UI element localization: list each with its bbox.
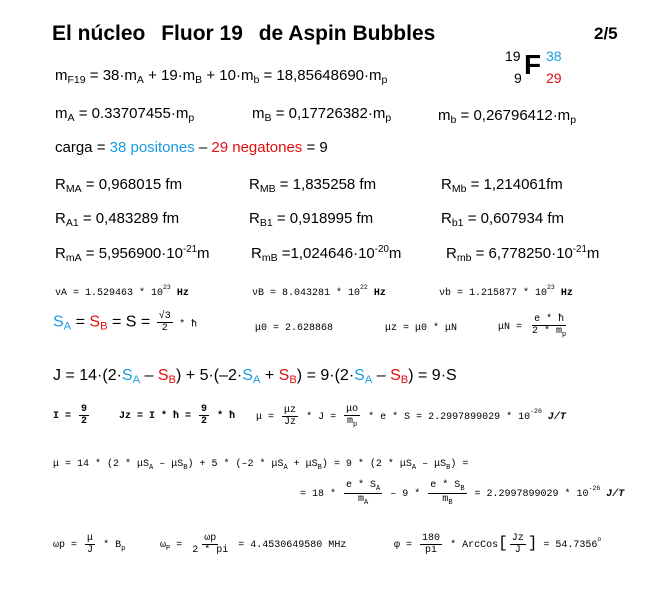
page-number: 2/5	[594, 24, 618, 43]
mass-term-b-small: + 10·m	[206, 67, 254, 84]
mun-den-text: 2 * m	[532, 326, 563, 337]
j-text1: J = 14·(2·	[53, 367, 122, 384]
i-label: I =	[53, 411, 72, 423]
radius-m-bs-exp: -21	[572, 244, 587, 255]
radius-mbs	[441, 176, 563, 195]
mass-sub-b: B	[195, 74, 203, 86]
radius-m-b-label: R	[251, 245, 262, 262]
wp-tail-sub: p	[121, 545, 126, 554]
mu-exp2-f1-num-text: e * S	[346, 480, 377, 491]
frequency-a-unit: Hz	[176, 288, 189, 299]
charge-minus: –	[198, 139, 208, 156]
wp-tail: * B	[103, 540, 122, 552]
mu0-value: μ0 = 2.628868	[255, 323, 334, 334]
radius-ma	[55, 176, 182, 195]
mass-sub-p: p	[381, 74, 388, 86]
j-sb: S	[157, 367, 169, 384]
omega-num: ωp	[204, 533, 217, 544]
mass-bs-p: p	[570, 114, 577, 126]
mu-exp-t0: μ = 14 * (2 * μS	[53, 459, 150, 470]
radius-b1-value: = 0,918995 fm	[276, 210, 374, 227]
mu-exp-b3: B	[446, 464, 451, 472]
mass-a-label: m	[55, 105, 68, 122]
j-minus2: –	[376, 367, 386, 384]
j-text2: ) + 5·(–2·	[176, 367, 243, 384]
phi-inner-fraction	[510, 533, 526, 556]
mu-exp2-f1-den-sub: A	[364, 499, 369, 507]
frequency-a	[55, 284, 189, 299]
radius-mb-sub: MB	[259, 183, 276, 195]
page-title	[52, 22, 435, 46]
spin-eq2: = S =	[111, 313, 151, 331]
j-sa3: S	[354, 367, 365, 384]
phi-degree: o	[597, 536, 602, 544]
mu-exp2-f1-num	[344, 480, 382, 494]
jz-den: 2	[201, 416, 208, 427]
radius-bs1-value: = 0,607934 fm	[467, 210, 565, 227]
radius-a1-label: R	[55, 210, 66, 227]
i-den: 2	[81, 416, 88, 427]
mun-label: μN =	[498, 322, 523, 334]
radius-ma-value: = 0,968015 fm	[85, 176, 183, 193]
frequency-b-unit: Hz	[373, 288, 386, 299]
spin-hbar: * ħ	[179, 319, 198, 331]
radius-a1-sub: A1	[65, 217, 79, 229]
spin-sa: S	[53, 313, 64, 331]
radius-m-b-unit: m	[388, 245, 402, 262]
omega-fraction	[190, 533, 230, 556]
radius-m-b	[251, 244, 401, 264]
mu-exp2-fraction-2	[428, 480, 466, 507]
mass-b	[252, 105, 391, 124]
phi-inner-num: Jz	[511, 533, 524, 544]
phi-fraction	[420, 533, 442, 556]
spin-fraction	[157, 311, 173, 334]
isotope-negatons: 29	[546, 70, 562, 86]
phi-den: pi	[425, 545, 438, 556]
radius-m-bs-sub: mb	[456, 252, 472, 264]
wp-den: J	[87, 545, 94, 556]
spin-eq1: =	[75, 313, 85, 331]
mu-fraction-2	[344, 404, 360, 429]
mass-sub-b-small: b	[253, 74, 260, 86]
i-fraction	[79, 404, 89, 427]
mass-a-value: = 0.33707455·m	[78, 105, 189, 122]
radius-ma-label: R	[55, 176, 66, 193]
mu-den1: Jz	[284, 417, 297, 428]
omega-label: ω	[160, 540, 167, 552]
radius-m-b-value: =1,024646·10	[281, 245, 375, 262]
isotope-symbol: F	[524, 49, 542, 80]
phi-definition: φ = $\frac{180}{pi}$ * ArcCos[ $\frac{Jz}{J}$ ] = $54.7356^o$	[394, 533, 602, 556]
isotope-positons: 38	[546, 48, 562, 64]
jz-definition	[119, 404, 235, 427]
mass-a-sub: A	[67, 112, 75, 124]
mass-lhs-sub: F19	[67, 74, 86, 86]
radius-m-a-unit: m	[197, 245, 210, 262]
mu-exp-a3: A	[411, 464, 417, 472]
mass-lhs: m	[55, 67, 68, 84]
radius-m-a-value: = 5,956900·10	[85, 245, 183, 262]
radius-mb	[249, 176, 376, 195]
frequency-bs-value: νb = 1.215877 * 10	[439, 288, 548, 299]
mu-expansion-line-1	[53, 459, 468, 472]
omega-definition	[160, 533, 346, 556]
radius-m-b-exp: -20	[374, 244, 389, 255]
phi-result: = 54.7356	[543, 540, 598, 552]
mu-exp-b2: B	[317, 464, 322, 472]
isotope-atomic-number: 9	[514, 70, 522, 86]
radius-mbs-value: = 1,214061fm	[470, 176, 563, 193]
charge-line	[55, 139, 328, 156]
spin-sqrt: √3	[158, 311, 171, 322]
mass-b-value: = 0,17726382·m	[275, 105, 386, 122]
frequency-a-value: νA = 1.529463 * 10	[55, 288, 164, 299]
omega-result: = 4.4530649580 MHz	[238, 540, 347, 552]
j-minus1: –	[144, 367, 154, 384]
spin-den: 2	[161, 323, 168, 334]
radius-m-a-exp: -21	[182, 244, 198, 255]
mu-exp-t5: – μS	[416, 459, 447, 470]
radius-mb-value: = 1,835258 fm	[279, 176, 377, 193]
j-equation	[53, 367, 457, 386]
mu-exp2-mid: – 9 *	[390, 489, 421, 501]
phi-label: φ =	[394, 540, 413, 552]
mu-exp2-f2-num-text: e * S	[430, 480, 461, 491]
mu-den2	[345, 416, 359, 429]
frequency-b-value: νB = 8.043281 * 10	[252, 288, 361, 299]
mu-exp2-exp: -26	[588, 485, 601, 493]
charge-positons: 38 positones	[109, 139, 195, 156]
wp-label: ωp =	[53, 540, 78, 552]
mass-bs-label: m	[438, 107, 451, 124]
title-part-1: El núcleo	[52, 22, 146, 45]
radius-a1-value: = 0,483289 fm	[82, 210, 180, 227]
radius-ma-sub: MA	[65, 183, 82, 195]
mu-exp2-f2-den	[440, 494, 454, 507]
jz-label: Jz = I * ħ =	[119, 411, 192, 423]
mu-exp-t1: – μS	[153, 459, 184, 470]
mu-tail: * e * S = 2.2997899029 * 10	[368, 412, 531, 424]
mass-b-label: m	[252, 105, 265, 122]
mu-num1: μz	[284, 405, 297, 416]
mu-exp: -26	[530, 408, 542, 416]
frequency-a-exp: 23	[163, 284, 171, 291]
radius-b1-label: R	[249, 210, 260, 227]
wp-num: μ	[87, 533, 94, 544]
radius-b1-sub: B1	[259, 217, 273, 229]
j-text4: ) = 9·S	[408, 367, 457, 384]
mun-definition	[498, 314, 570, 339]
frequency-b	[252, 284, 386, 299]
mu-exp-t2: ) + 5 * (–2 * μS	[187, 459, 284, 470]
mass-term-b: + 19·m	[148, 67, 196, 84]
mu-exp2-f1-den-text: m	[358, 494, 365, 505]
radius-m-b-sub: mB	[261, 252, 278, 264]
mun-num: e * ħ	[534, 314, 565, 325]
phi-num: 180	[422, 533, 441, 544]
mun-den-sub: p	[562, 331, 567, 339]
j-sa-sub: A	[132, 374, 141, 386]
frequency-bs-exp: 23	[547, 284, 555, 291]
radius-mbs-sub: Mb	[451, 183, 467, 195]
spin-equation	[53, 311, 197, 334]
mass-term-a: = 38·m	[89, 67, 137, 84]
mu-exp-t6: ) =	[450, 459, 469, 470]
mu-exp2-f2-num	[428, 480, 466, 494]
mu-label: μ =	[256, 412, 275, 424]
charge-label: carga =	[55, 139, 106, 156]
mass-result: = 18,85648690·m	[263, 67, 382, 84]
j-sa2-sub: A	[252, 374, 261, 386]
mu-exp2-prefix: = 18 *	[300, 489, 337, 501]
radius-m-a	[55, 244, 210, 264]
j-sb3-sub: B	[400, 374, 409, 386]
omega-sub: P	[166, 545, 171, 554]
title-part-2: Fluor 19	[161, 22, 243, 45]
radius-m-a-sub: mA	[65, 252, 82, 264]
charge-negatons: 29 negatones	[211, 139, 303, 156]
frequency-bs-unit: Hz	[560, 288, 573, 299]
wp-definition	[53, 533, 125, 556]
mass-b-sub: B	[264, 112, 272, 124]
title-part-3: de Aspin Bubbles	[258, 22, 436, 45]
radius-m-bs	[446, 244, 599, 264]
mu-exp2-f2-num-sub: B	[460, 485, 465, 493]
j-sa2: S	[242, 367, 253, 384]
wp-fraction	[85, 533, 95, 556]
mass-bs-sub: b	[450, 114, 457, 126]
j-sb-sub: B	[168, 374, 177, 386]
mu-exp2-fraction-1	[344, 480, 382, 507]
i-num: 9	[81, 404, 88, 415]
spin-sa-sub: A	[63, 320, 72, 333]
jz-tail: * ħ	[217, 411, 236, 423]
frequency-b-exp: 22	[360, 284, 368, 291]
jz-fraction	[199, 404, 209, 427]
j-sb2-sub: B	[289, 374, 297, 386]
radius-mb-label: R	[249, 176, 260, 193]
j-sb2: S	[278, 367, 290, 384]
mu-exp2-f2-den-sub: B	[448, 499, 453, 507]
mu-den2-sub: p	[353, 421, 358, 429]
charge-result: = 9	[306, 139, 328, 156]
phi-mid: * ArcCos	[450, 540, 499, 552]
radius-m-bs-unit: m	[586, 245, 600, 262]
jz-num: 9	[201, 404, 208, 415]
radius-m-bs-value: = 6,778250·10	[475, 245, 573, 262]
mu-exp-t3: + μS	[287, 459, 318, 470]
mu-exp-t4: ) = 9 * (2 * μS	[321, 459, 412, 470]
mu-exp-a1: A	[149, 464, 154, 472]
radius-a1	[55, 210, 179, 229]
mu-exp-a2: A	[283, 464, 288, 472]
mass-sub-a: A	[136, 74, 144, 86]
mun-fraction	[530, 314, 568, 339]
mu-exp-b1: B	[183, 464, 188, 472]
mu-fraction-1	[282, 405, 298, 428]
radius-m-a-label: R	[55, 245, 66, 262]
j-plus: +	[264, 367, 275, 384]
mun-den	[530, 326, 568, 339]
mass-b-small	[438, 107, 576, 126]
mass-bs-value: = 0,26796412·m	[460, 107, 571, 124]
mu-exp2-f1-den	[356, 494, 370, 507]
radius-m-bs-label: R	[446, 245, 457, 262]
mu-den2-text: m	[346, 416, 353, 427]
mu-unit: J/T	[547, 412, 566, 424]
j-sa3-sub: A	[364, 374, 373, 386]
radius-b1	[249, 210, 373, 229]
phi-inner-den: J	[514, 545, 521, 556]
mu-definition	[256, 404, 566, 429]
radius-bs1	[441, 210, 564, 229]
mu-exp2-unit: J/T	[606, 489, 625, 501]
radius-bs1-label: R	[441, 210, 452, 227]
mu-expansion-line-2	[300, 480, 624, 507]
j-sb3: S	[390, 367, 401, 384]
j-sa: S	[121, 367, 133, 384]
mu-exp2-tail: = 2.2997899029 * 10	[474, 489, 589, 501]
mass-a-p: p	[188, 112, 195, 124]
mu-exp2-f2-den-text: m	[442, 494, 449, 505]
spin-sb-sub: B	[100, 320, 108, 333]
omega-den: 2 * pi	[192, 545, 229, 556]
muz-definition: μz = μ0 * μN	[385, 323, 458, 334]
mass-equation	[55, 67, 387, 86]
mu-mid: * J =	[306, 412, 337, 424]
mu-exp2-f1-num-sub: A	[376, 485, 381, 493]
omega-eq: =	[176, 540, 183, 552]
frequency-bs	[439, 284, 573, 299]
mass-b-p: p	[385, 112, 392, 124]
radius-mbs-label: R	[441, 176, 452, 193]
j-text3: ) = 9·(2·	[296, 367, 355, 384]
i-definition	[53, 404, 91, 427]
spin-sb: S	[89, 313, 101, 331]
mass-a	[55, 105, 194, 124]
radius-bs1-sub: b1	[451, 217, 464, 229]
mu-num2: μo	[346, 404, 359, 415]
isotope-mass-number: 19	[505, 48, 521, 64]
